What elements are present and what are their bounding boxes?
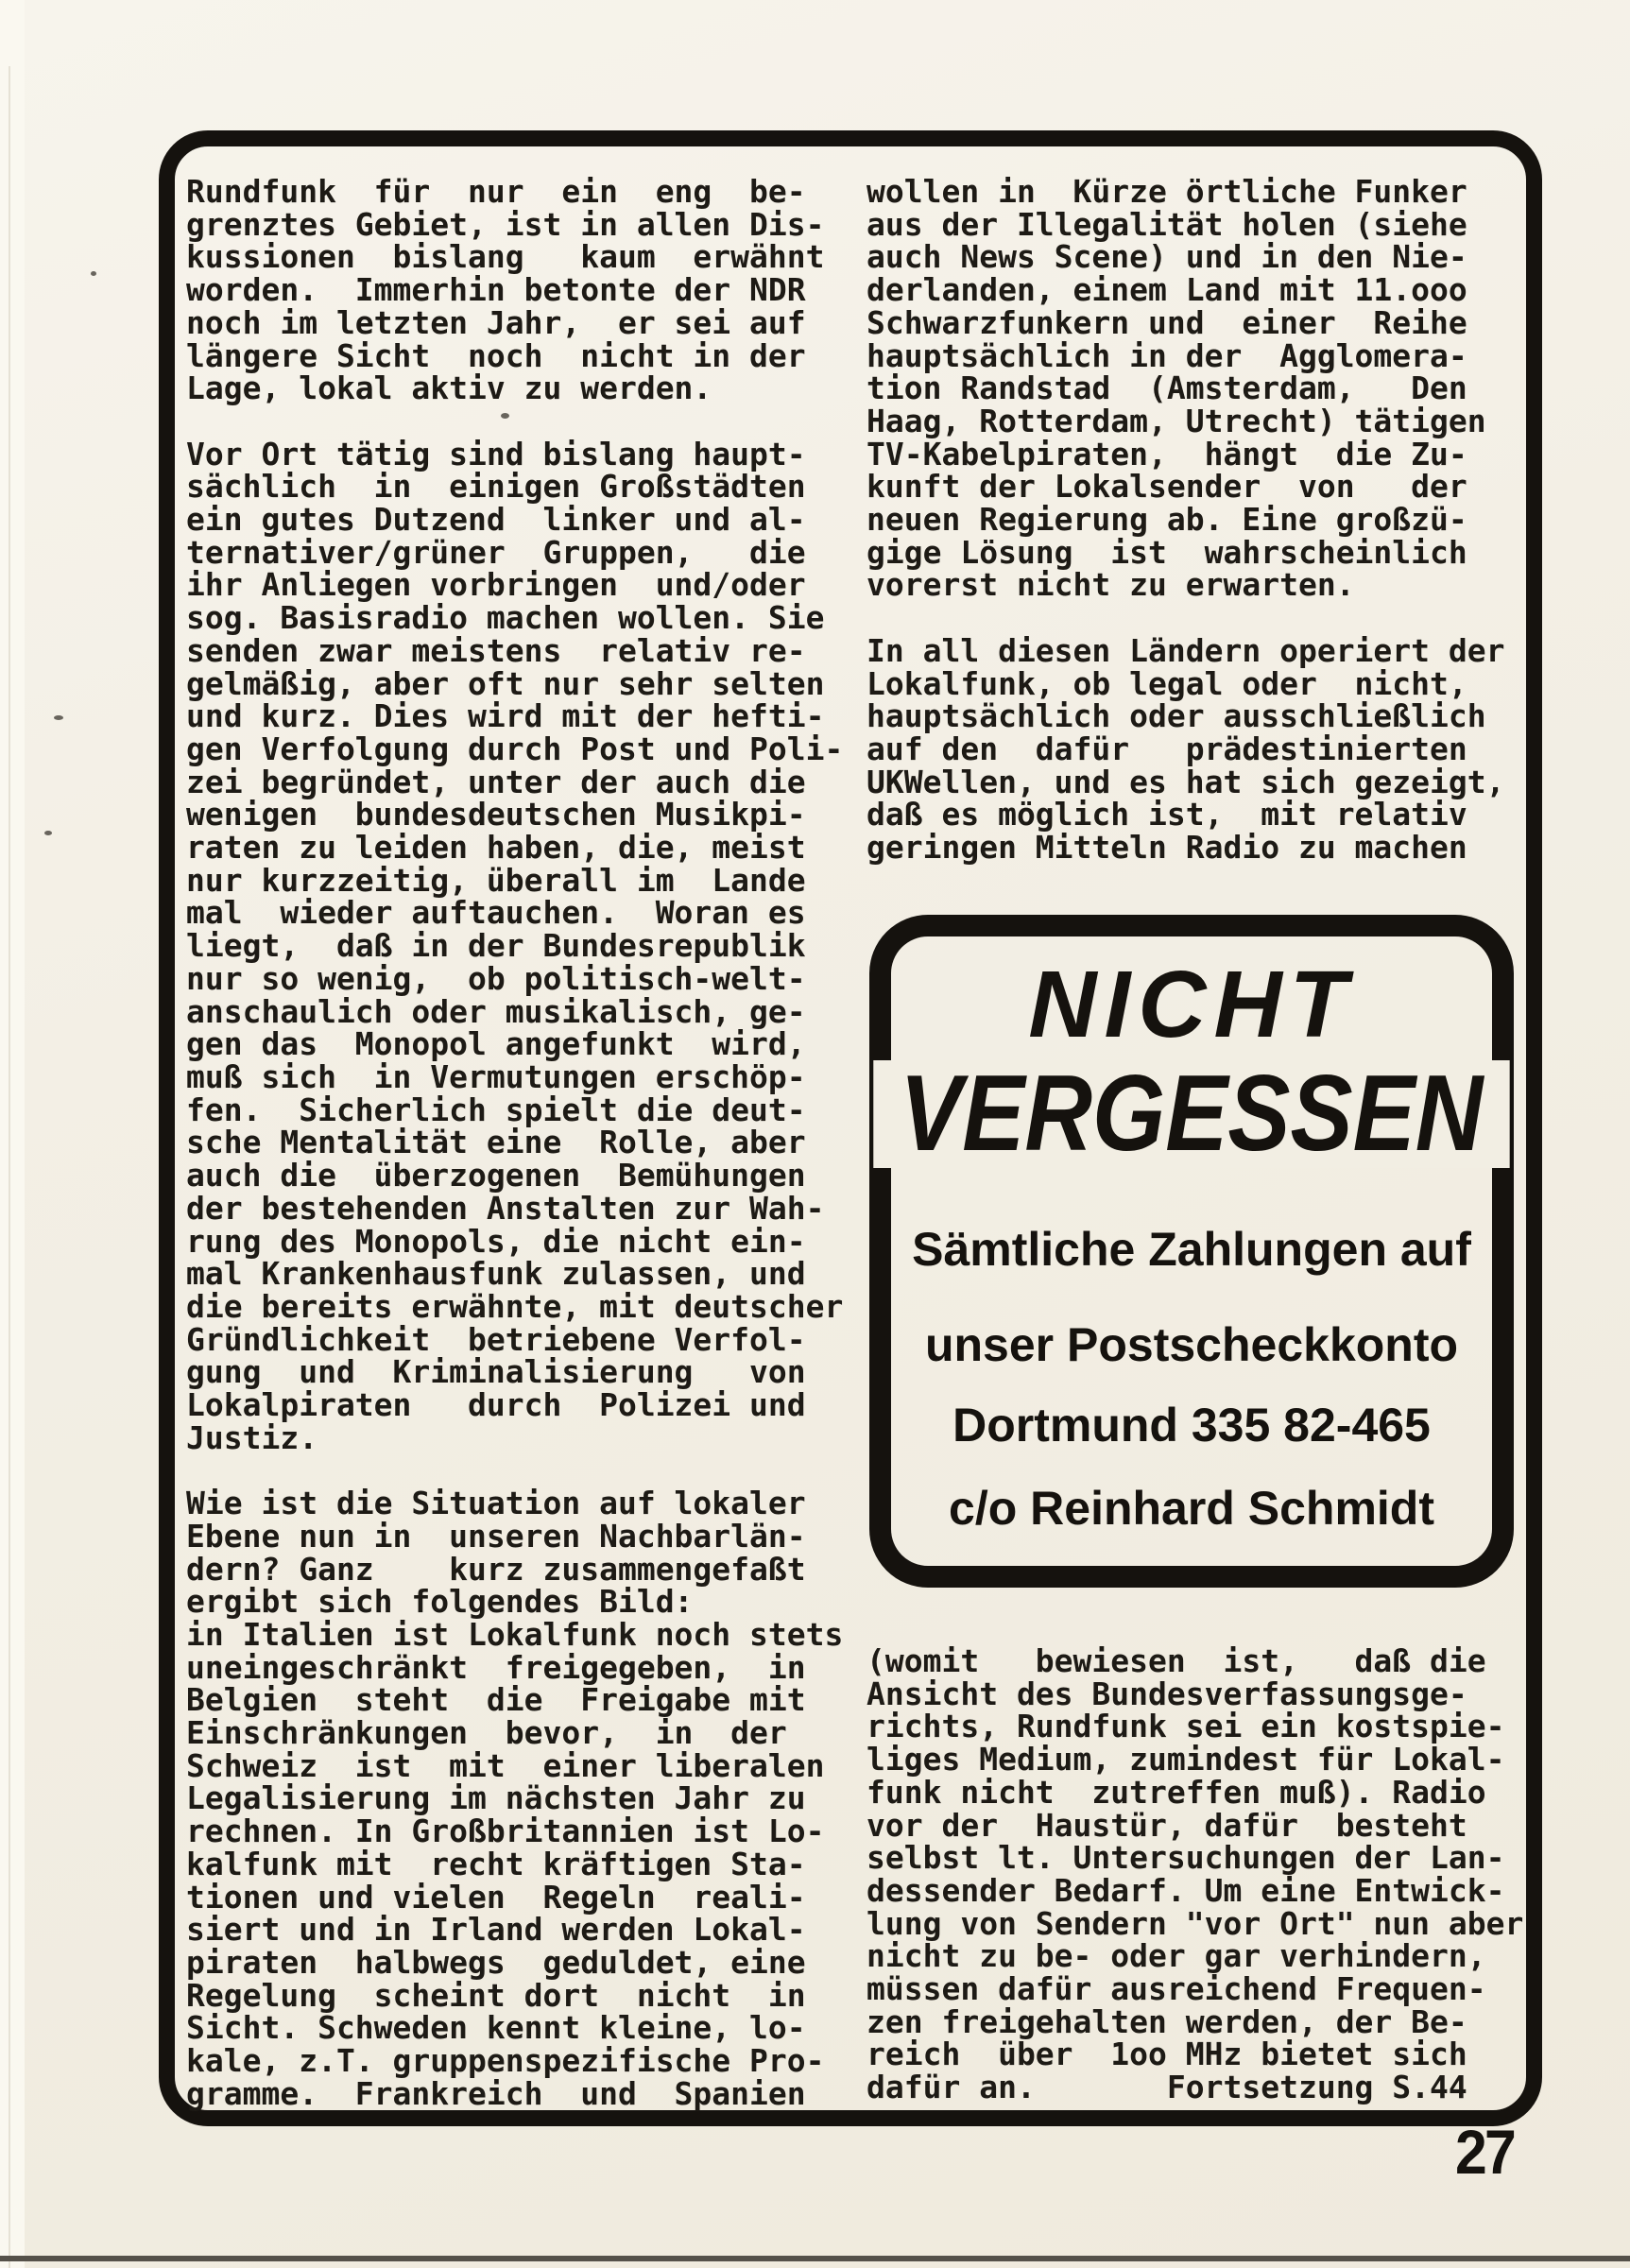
text-line: kunft der Lokalsender von der: [866, 468, 1467, 506]
text-line: tion Randstad (Amsterdam, Den: [866, 369, 1467, 407]
text-line: dern? Ganz kurz zusammengefaßt: [186, 1550, 806, 1588]
text-line: ihr Anliegen vorbringen und/oder: [186, 566, 806, 604]
text-line: nur so wenig, ob politisch-welt-: [186, 959, 806, 997]
text-line: rechnen. In Großbritannien ist Lo-: [186, 1813, 825, 1850]
text-line: Legalisierung im nächsten Jahr zu: [186, 1779, 806, 1817]
ink-speck: [54, 715, 63, 720]
ad-body-line-contact: c/o Reinhard Schmidt: [949, 1482, 1434, 1535]
text-line: auf den dafür prädestinierten: [866, 730, 1467, 767]
page-number: 27: [1455, 2117, 1515, 2187]
text-line: nur kurzzeitig, überall im Lande: [186, 861, 806, 899]
text-line: gung und Kriminalisierung von: [186, 1353, 806, 1391]
text-line: senden zwar meistens relativ re-: [186, 631, 806, 669]
text-line: liges Medium, zumindest für Lokal-: [866, 1741, 1505, 1778]
text-line: ternativer/grüner Gruppen, die: [186, 533, 806, 571]
text-line: uneingeschränkt freigegeben, in: [186, 1648, 806, 1686]
text-line: Haag, Rotterdam, Utrecht) tätigen: [866, 402, 1486, 439]
text-line: Schweiz ist mit einer liberalen: [186, 1746, 825, 1784]
text-line: gramme. Frankreich und Spanien: [186, 2074, 806, 2112]
text-line: reich über 1oo MHz bietet sich: [866, 2036, 1467, 2073]
text-line: Ansicht des Bundesverfassungsge-: [866, 1675, 1467, 1712]
text-line: gen das Monopol angefunkt wird,: [186, 1025, 806, 1063]
text-line: Lokalfunk, ob legal oder nicht,: [866, 664, 1467, 702]
text-line: TV-Kabelpiraten, hängt die Zu-: [866, 435, 1467, 472]
text-line: auch News Scene) und in den Nie-: [866, 238, 1467, 276]
text-line: kale, z.T. gruppenspezifische Pro-: [186, 2042, 825, 2080]
text-line: piraten halbwegs geduldet, eine: [186, 1943, 806, 1981]
text-line: hauptsächlich oder ausschließlich: [866, 697, 1486, 735]
text-line: [186, 1454, 843, 1487]
text-line: Rundfunk für nur ein eng be-: [186, 173, 806, 210]
text-line: dessender Bedarf. Um eine Entwick-: [866, 1871, 1505, 1909]
ink-speck: [501, 413, 509, 419]
text-line: vorerst nicht zu erwarten.: [866, 566, 1355, 604]
text-line: geringen Mitteln Radio zu machen: [866, 829, 1467, 867]
text-line: Ebene nun in unseren Nachbarlän-: [186, 1517, 806, 1555]
text-line: Vor Ort tätig sind bislang haupt-: [186, 435, 806, 472]
text-line: kussionen bislang kaum erwähnt: [186, 238, 825, 276]
scan-crease-line: [9, 66, 10, 2268]
text-line: nicht zu be- oder gar verhindern,: [866, 1937, 1486, 1975]
text-line: derlanden, einem Land mit 11.ooo: [866, 271, 1467, 309]
text-line: dafür an. Fortsetzung S.44: [866, 2069, 1467, 2106]
text-line: aus der Illegalität holen (siehe: [866, 205, 1467, 243]
text-line: sche Mentalität eine Rolle, aber: [186, 1124, 806, 1161]
text-line: richts, Rundfunk sei ein kostspie-: [866, 1708, 1505, 1745]
ink-speck: [44, 831, 52, 835]
text-line: ein gutes Dutzend linker und al-: [186, 501, 806, 539]
text-line: noch im letzten Jahr, er sei auf: [186, 303, 806, 341]
text-line: liegt, daß in der Bundesrepublik: [186, 927, 806, 965]
scan-bottom-edge: [0, 2256, 1630, 2261]
left-text-column: [186, 173, 844, 2112]
text-line: muß sich in Vermutungen erschöp-: [186, 1057, 806, 1095]
text-line: längere Sicht noch nicht in der: [186, 336, 806, 374]
text-line: hauptsächlich in der Agglomera-: [866, 336, 1467, 374]
text-line: Lage, lokal aktiv zu werden.: [186, 369, 712, 407]
scan-left-edge: [0, 0, 25, 2268]
text-line: ergibt sich folgendes Bild:: [186, 1583, 694, 1621]
text-line: Lokalpiraten durch Polizei und: [186, 1386, 806, 1424]
text-line: Sicht. Schweden kennt kleine, lo-: [186, 2009, 806, 2047]
text-line: daß es möglich ist, mit relativ: [866, 796, 1467, 833]
text-line: müssen dafür ausreichend Frequen-: [866, 1970, 1486, 2008]
text-line: UKWellen, und es hat sich gezeigt,: [866, 763, 1505, 800]
text-line: vor der Haustür, dafür besteht: [866, 1806, 1467, 1844]
text-line: mal wieder auftauchen. Woran es: [186, 894, 806, 932]
text-line: gelmäßig, aber oft nur sehr selten: [186, 664, 825, 702]
text-line: worden. Immerhin betonte der NDR: [186, 271, 806, 309]
text-line: funk nicht zutreffen muß). Radio: [866, 1773, 1486, 1811]
text-line: Einschränkungen bevor, in der: [186, 1714, 787, 1752]
text-line: raten zu leiden haben, die, meist: [186, 829, 806, 867]
right-text-column-top: [866, 173, 1505, 867]
ad-headline-nicht: NICHT: [1028, 952, 1355, 1057]
ink-speck: [91, 271, 96, 276]
text-line: fen. Sicherlich spielt die deut-: [186, 1091, 806, 1128]
text-line: sog. Basisradio machen wollen. Sie: [186, 599, 825, 637]
text-line: in Italien ist Lokalfunk noch stets: [186, 1615, 844, 1653]
text-line: (womit bewiesen ist, daß die: [866, 1642, 1486, 1679]
text-line: In all diesen Ländern operiert der: [866, 631, 1505, 669]
text-line: kalfunk mit recht kräftigen Sta-: [186, 1845, 806, 1882]
text-line: und kurz. Dies wird mit der hefti-: [186, 697, 825, 735]
text-line: die bereits erwähnte, mit deutscher: [186, 1287, 844, 1325]
text-line: auch die überzogenen Bemühungen: [186, 1157, 806, 1194]
text-line: zei begründet, unter der auch die: [186, 763, 806, 800]
ad-body-line: unser Postscheckkonto: [924, 1318, 1459, 1371]
text-line: sächlich in einigen Großstädten: [186, 468, 806, 506]
text-line: Schwarzfunkern und einer Reihe: [866, 303, 1467, 341]
text-line: gige Lösung ist wahrscheinlich: [866, 533, 1467, 571]
text-line: tionen und vielen Regeln reali-: [186, 1878, 806, 1916]
text-line: rung des Monopols, die nicht ein-: [186, 1222, 806, 1260]
text-line: Gründlichkeit betriebene Verfol-: [186, 1320, 806, 1358]
text-line: wenigen bundesdeutschen Musikpi-: [186, 796, 806, 833]
text-line: [866, 602, 1505, 635]
text-line: gen Verfolgung durch Post und Poli-: [186, 730, 844, 767]
text-line: der bestehenden Anstalten zur Wah-: [186, 1189, 825, 1227]
ad-body-line: Sämtliche Zahlungen auf: [912, 1223, 1471, 1276]
text-line: mal Krankenhausfunk zulassen, und: [186, 1255, 806, 1293]
text-line: neuen Regierung ab. Eine großzü-: [866, 501, 1467, 539]
text-line: lung von Sendern "vor Ort" nun aber: [866, 1904, 1524, 1942]
text-line: anschaulich oder musikalisch, ge-: [186, 992, 806, 1030]
text-line: Belgien steht die Freigabe mit: [186, 1681, 806, 1719]
text-line: Wie ist die Situation auf lokaler: [186, 1485, 806, 1522]
ad-headline-vergessen-wrap: [849, 1054, 1534, 1174]
ad-headline-vergessen: VERGESSEN: [874, 1060, 1510, 1168]
text-line: zen freigehalten werden, der Be-: [866, 2002, 1467, 2040]
ad-body-line-account-number: Dortmund 335 82-465: [952, 1399, 1431, 1452]
text-line: Justiz.: [186, 1418, 318, 1456]
right-text-column-bottom: [866, 1642, 1524, 2106]
text-line: selbst lt. Untersuchungen der Lan-: [866, 1839, 1505, 1877]
text-line: siert und in Irland werden Lokal-: [186, 1911, 806, 1949]
text-line: Regelung scheint dort nicht in: [186, 1976, 806, 2014]
text-line: wollen in Kürze örtliche Funker: [866, 173, 1467, 210]
text-line: grenztes Gebiet, ist in allen Dis-: [186, 205, 825, 243]
text-line: [186, 405, 843, 438]
